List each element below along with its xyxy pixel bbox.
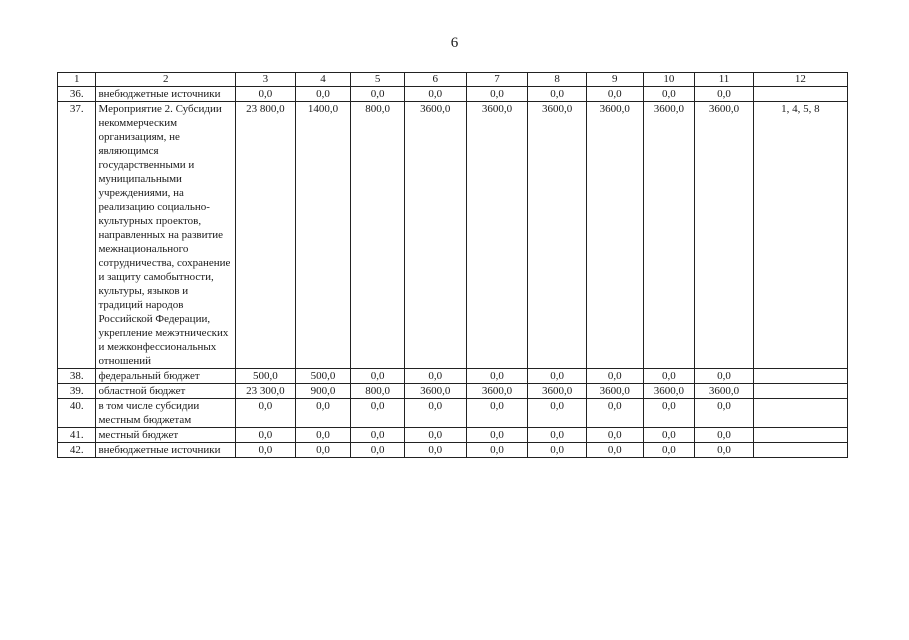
value-cell: 0,0	[466, 399, 528, 428]
value-cell: 0,0	[351, 443, 405, 458]
row-name: внебюджетные источники	[96, 443, 236, 458]
value-cell: 0,0	[695, 87, 754, 102]
column-header: 2	[96, 73, 236, 87]
column-number-row	[58, 73, 848, 87]
note-cell	[753, 399, 847, 428]
value-cell: 0,0	[295, 399, 351, 428]
row-name: Мероприятие 2. Субсидии некоммерческим организациям, не являющимся государственными и муниципальными учреждениями, на реализацию социально-культурных проектов, направленных на развитие межнационального сотрудничества, сохранение и защиту самобытности, культуры, языков и традиций народов Российской Федерации, укрепление межэтнических и межконфессиональных отношений	[96, 102, 236, 369]
value-cell: 0,0	[586, 87, 643, 102]
value-cell: 500,0	[295, 369, 351, 384]
page-number: 6	[450, 35, 459, 51]
column-header: 6	[404, 73, 466, 87]
value-cell: 23 300,0	[236, 384, 296, 399]
value-cell: 0,0	[466, 87, 528, 102]
note-cell	[753, 87, 847, 102]
value-cell: 0,0	[528, 399, 587, 428]
note-cell: 1, 4, 5, 8	[753, 102, 847, 369]
value-cell: 0,0	[236, 443, 296, 458]
value-cell: 0,0	[528, 443, 587, 458]
table-row	[58, 384, 848, 399]
table-row	[58, 428, 848, 443]
value-cell: 0,0	[643, 443, 695, 458]
row-name: в том числе субсидии местным бюджетам	[96, 399, 236, 428]
table-row	[58, 443, 848, 458]
value-cell: 0,0	[466, 369, 528, 384]
row-number: 38.	[58, 369, 96, 384]
value-cell: 0,0	[643, 87, 695, 102]
value-cell: 0,0	[643, 399, 695, 428]
value-cell: 0,0	[351, 369, 405, 384]
table-row	[58, 399, 848, 428]
value-cell: 0,0	[236, 428, 296, 443]
value-cell: 23 800,0	[236, 102, 296, 369]
value-cell: 0,0	[236, 399, 296, 428]
value-cell: 0,0	[466, 443, 528, 458]
value-cell: 0,0	[695, 428, 754, 443]
note-cell	[753, 443, 847, 458]
value-cell: 0,0	[695, 369, 754, 384]
value-cell: 0,0	[404, 399, 466, 428]
table-row	[58, 102, 848, 369]
note-cell	[753, 428, 847, 443]
row-number: 42.	[58, 443, 96, 458]
value-cell: 3600,0	[466, 102, 528, 369]
value-cell: 0,0	[404, 443, 466, 458]
row-name: внебюджетные источники	[96, 87, 236, 102]
value-cell: 0,0	[236, 87, 296, 102]
column-header: 4	[295, 73, 351, 87]
value-cell: 500,0	[236, 369, 296, 384]
value-cell: 3600,0	[643, 102, 695, 369]
row-number: 36.	[58, 87, 96, 102]
row-number: 37.	[58, 102, 96, 369]
value-cell: 900,0	[295, 384, 351, 399]
value-cell: 0,0	[295, 428, 351, 443]
table-row	[58, 369, 848, 384]
value-cell: 800,0	[351, 102, 405, 369]
value-cell: 0,0	[643, 369, 695, 384]
value-cell: 0,0	[404, 428, 466, 443]
column-header: 3	[236, 73, 296, 87]
value-cell: 3600,0	[528, 102, 587, 369]
value-cell: 3600,0	[695, 102, 754, 369]
value-cell: 3600,0	[404, 102, 466, 369]
column-header: 9	[586, 73, 643, 87]
value-cell: 3600,0	[586, 384, 643, 399]
column-header: 12	[753, 73, 847, 87]
value-cell: 0,0	[466, 428, 528, 443]
value-cell: 3600,0	[586, 102, 643, 369]
value-cell: 3600,0	[643, 384, 695, 399]
column-header: 11	[695, 73, 754, 87]
value-cell: 0,0	[695, 443, 754, 458]
row-name: федеральный бюджет	[96, 369, 236, 384]
value-cell: 0,0	[404, 87, 466, 102]
row-number: 41.	[58, 428, 96, 443]
column-header: 1	[58, 73, 96, 87]
value-cell: 0,0	[695, 399, 754, 428]
value-cell: 0,0	[643, 428, 695, 443]
value-cell: 800,0	[351, 384, 405, 399]
value-cell: 0,0	[351, 428, 405, 443]
value-cell: 0,0	[351, 399, 405, 428]
value-cell: 0,0	[528, 87, 587, 102]
column-header: 5	[351, 73, 405, 87]
value-cell: 0,0	[586, 428, 643, 443]
column-header: 7	[466, 73, 528, 87]
value-cell: 0,0	[295, 443, 351, 458]
value-cell: 0,0	[351, 87, 405, 102]
column-header: 10	[643, 73, 695, 87]
value-cell: 0,0	[528, 369, 587, 384]
value-cell: 0,0	[586, 399, 643, 428]
row-name: местный бюджет	[96, 428, 236, 443]
budget-table	[57, 72, 848, 458]
value-cell: 3600,0	[466, 384, 528, 399]
note-cell	[753, 369, 847, 384]
row-number: 40.	[58, 399, 96, 428]
value-cell: 0,0	[404, 369, 466, 384]
note-cell	[753, 384, 847, 399]
row-number: 39.	[58, 384, 96, 399]
value-cell: 0,0	[586, 369, 643, 384]
row-name: областной бюджет	[96, 384, 236, 399]
value-cell: 0,0	[295, 87, 351, 102]
value-cell: 3600,0	[404, 384, 466, 399]
value-cell: 3600,0	[528, 384, 587, 399]
value-cell: 1400,0	[295, 102, 351, 369]
value-cell: 0,0	[586, 443, 643, 458]
value-cell: 3600,0	[695, 384, 754, 399]
column-header: 8	[528, 73, 587, 87]
value-cell: 0,0	[528, 428, 587, 443]
table-row	[58, 87, 848, 102]
